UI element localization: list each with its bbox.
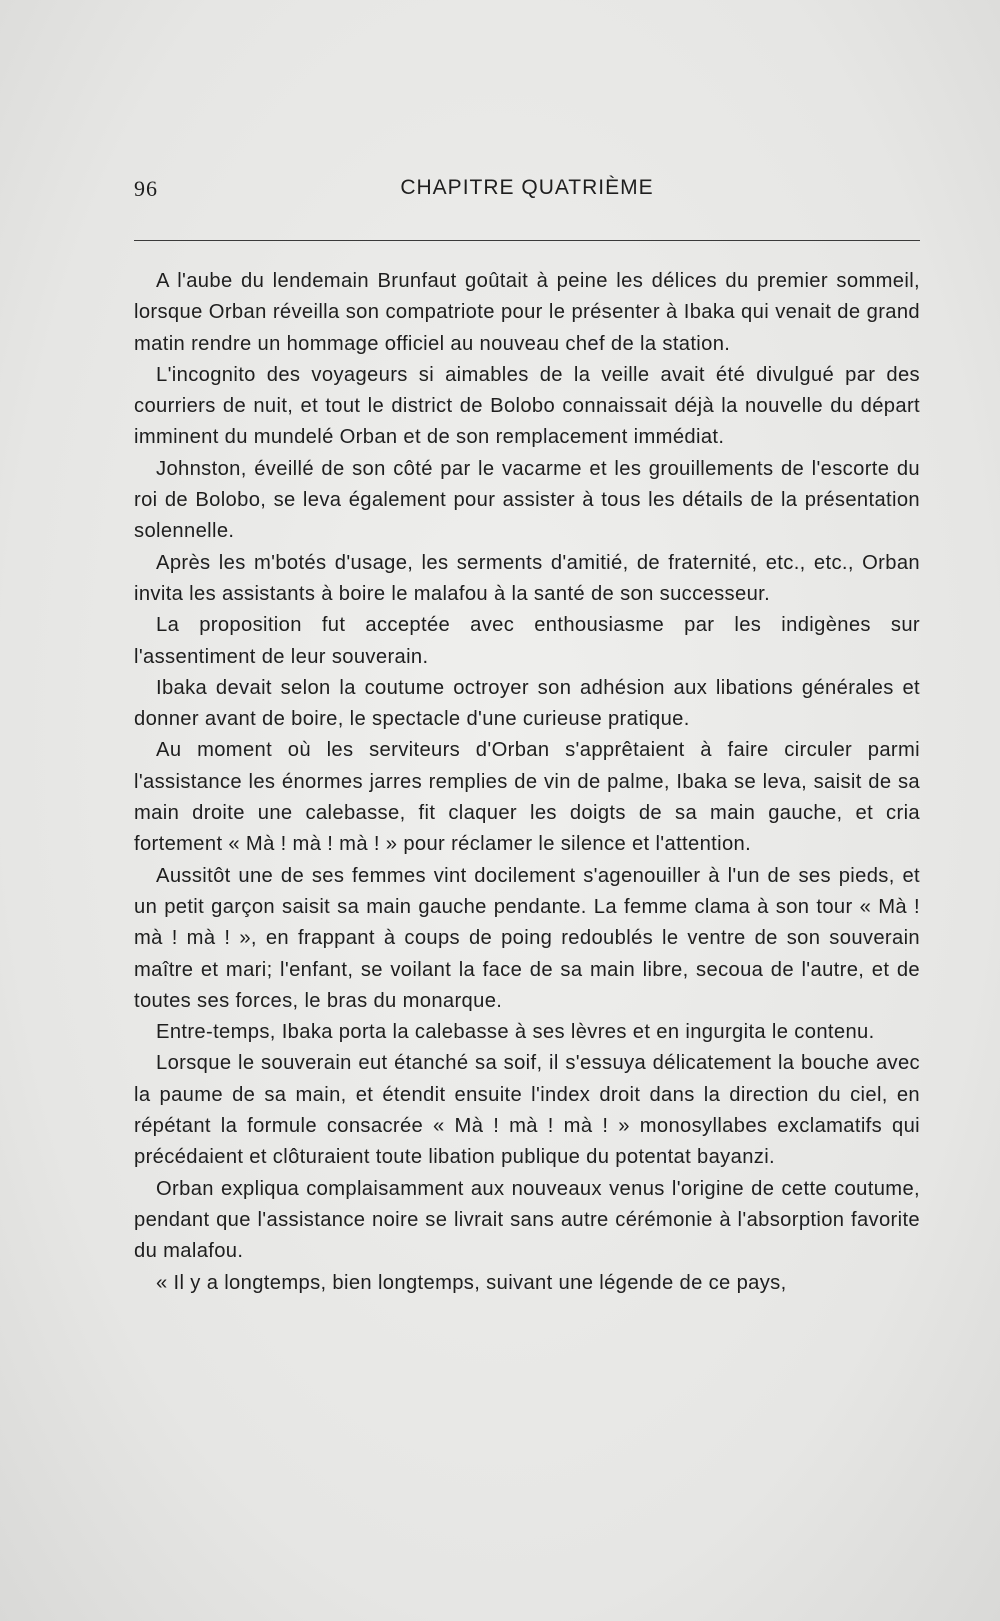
header-rule [134,240,920,241]
paragraph: Aussitôt une de ses femmes vint docilement s'agenouiller à l'un de ses pieds, et un petit garçon saisit sa main gauche pendante. La femme clama à son tour « Mà ! mà ! mà ! », en frappant à coups de poing redoublés le ventre de son souverain maître et mari; l'enfant, se voilant la face de sa main libre, secoua de l'autre, et de toutes ses forces, le bras du monarque. [134,864,920,1012]
page-header [134,176,920,206]
paragraph: La proposition fut acceptée avec enthousiasme par les indigènes sur l'assentiment de leur souverain. [134,614,920,668]
paragraph: Lorsque le souverain eut étanché sa soif, il s'essuya délicatement la bouche avec la paume de sa main, et étendit ensuite l'index droit dans la direction du ciel, en répétant la formule consacrée « Mà ! mà ! mà ! » monosyllabes exclamatifs qui précédaient et clôturaient toute libation publique du potentat bayanzi. [134,1052,920,1169]
paragraph: Au moment où les serviteurs d'Orban s'apprêtaient à faire circuler parmi l'assistance les énormes jarres remplies de vin de palme, Ibaka se leva, saisit de sa main droite une calebasse, fit claquer les doigts de sa main gauche, et cria fortement « Mà ! mà ! mà ! » pour réclamer le silence et l'attention. [134,739,920,856]
paragraph: Entre-temps, Ibaka porta la calebasse à ses lèvres et en ingurgita le contenu. [156,1021,875,1044]
page-number: 96 [134,176,158,201]
paragraph: Ibaka devait selon la coutume octroyer son adhésion aux libations générales et donner avant de boire, le spectacle d'une curieuse pratique. [134,676,920,731]
paragraph: « Il y a longtemps, bien longtemps, suivant une légende de ce pays, [156,1271,787,1294]
paragraph: A l'aube du lendemain Brunfaut goûtait à peine les délices du premier sommeil, lorsque Orban réveilla son compatriote pour le présenter à Ibaka qui venait de grand matin rendre un hommage officiel au nouveau chef de la station. [134,270,920,355]
body-text [134,266,920,1299]
paragraph: Après les m'botés d'usage, les serments d'amitié, de fraternité, etc., etc., Orban invita les assistants à boire le malafou à la santé de son successeur. [134,551,920,605]
running-title: CHAPITRE QUATRIÈME [400,176,654,199]
paragraph: Johnston, éveillé de son côté par le vacarme et les grouillements de l'escorte du roi de Bolobo, se leva également pour assister à tous les détails de la présentation solennelle. [134,457,920,543]
paragraph: Orban expliqua complaisamment aux nouveaux venus l'origine de cette coutume, pendant que l'assistance noire se livrait sans autre cérémonie à l'absorption favorite du malafou. [134,1177,920,1263]
paragraph: L'incognito des voyageurs si aimables de la veille avait été divulgué par des courriers de nuit, et tout le district de Bolobo connaissait déjà la nouvelle du départ imminent du mundelé Orban et de son remplacement immédiat. [134,363,920,449]
